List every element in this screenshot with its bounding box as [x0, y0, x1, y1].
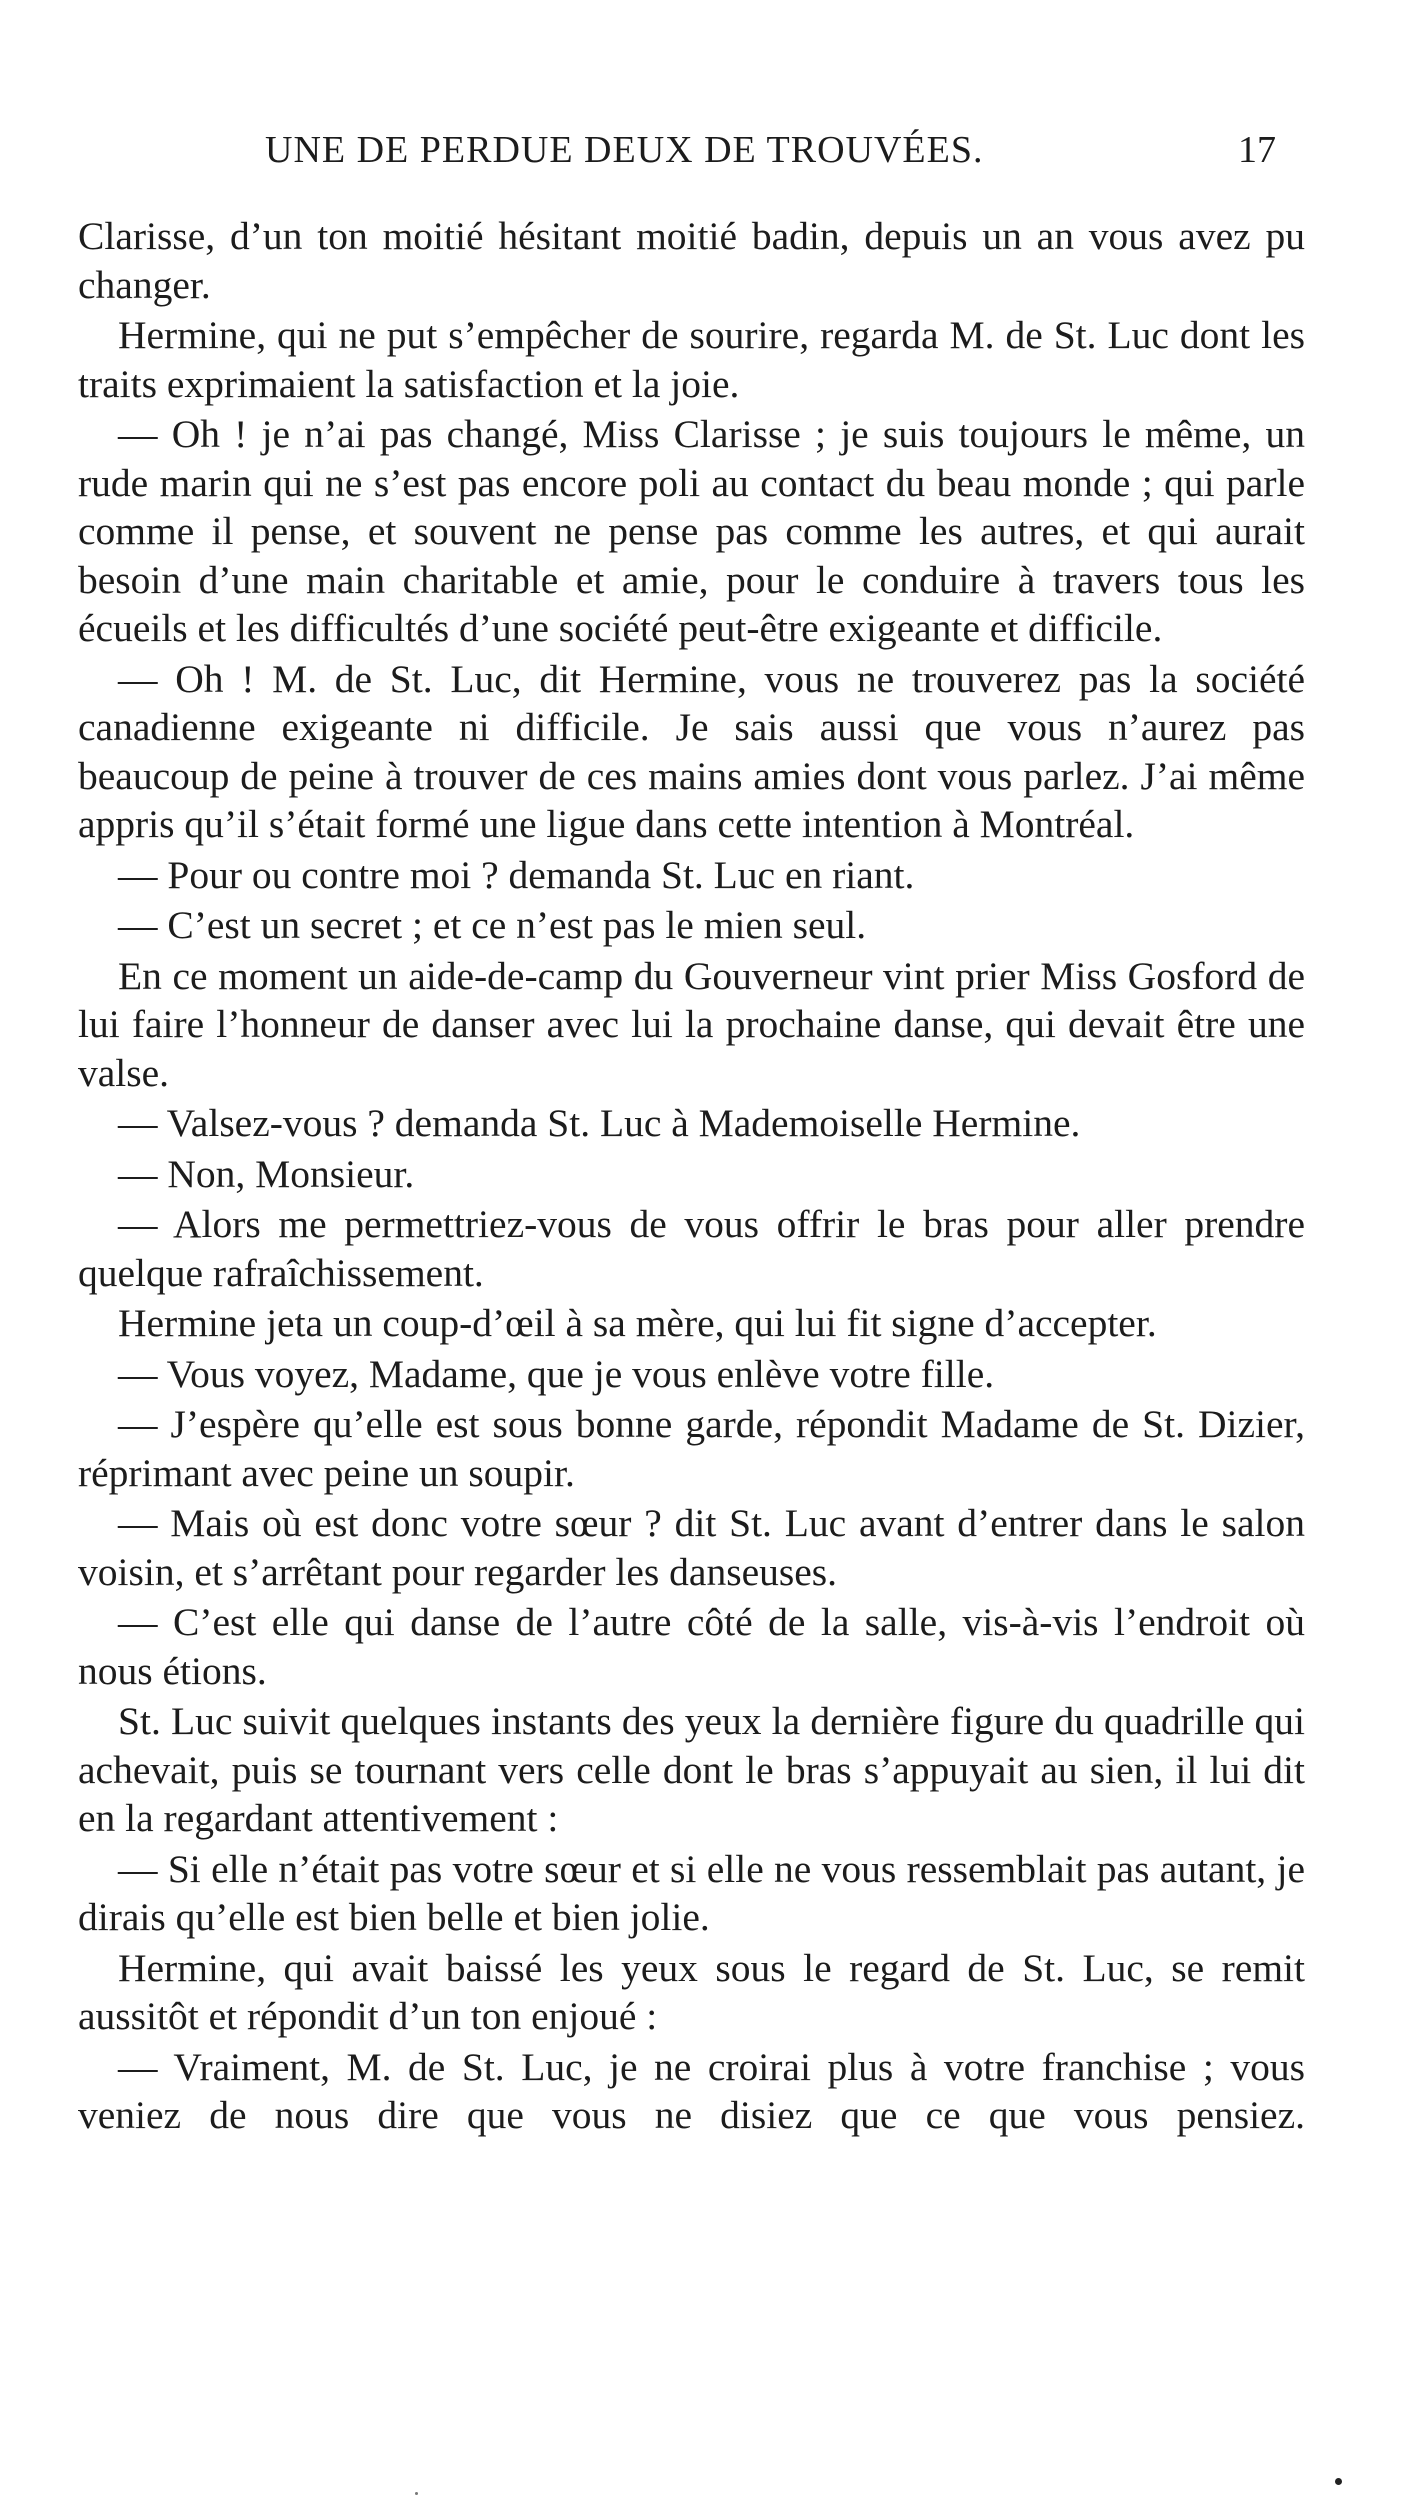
paragraph: En ce moment un aide-de-camp du Gouverneur vint prier Miss Gosford de lui faire l’honneur de danser avec lui la prochaine danse, qui devait être une valse. [78, 953, 1305, 1095]
ink-speck [415, 2492, 418, 2495]
paragraph: Hermine jeta un coup-d’œil à sa mère, qui lui fit signe d’accepter. [118, 1301, 1157, 1345]
paragraph: — Valsez-vous ? demanda St. Luc à Mademoiselle Hermine. [118, 1101, 1081, 1145]
paragraph: Hermine, qui avait baissé les yeux sous le regard de St. Luc, se remit aussitôt et répondit d’un ton enjoué : [78, 1945, 1305, 2038]
paragraph: — Vous voyez, Madame, que je vous enlève votre fille. [118, 1351, 995, 1396]
paragraph: — Non, Monsieur. [118, 1151, 415, 1196]
body-text [78, 212, 1305, 2142]
paragraph: — Alors me permettriez-vous de vous offrir le bras pour aller prendre quelque rafraîchissement. [78, 1202, 1305, 1295]
paragraph: — C’est elle qui danse de l’autre côté de la salle, vis-à-vis l’endroit où nous étions. [78, 1600, 1305, 1693]
paragraph: — Oh ! je n’ai pas changé, Miss Clarisse ; je suis toujours le même, un rude marin qui ne s’est pas encore poli au contact du beau monde ; qui parle comme il pense, et souvent ne pense pas comme les autres, et qui aurait besoin d’une main charitable et amie, pour le conduire à travers tous les écueils et les difficultés d’une société peut-être exigeante et difficile. [78, 412, 1305, 650]
ink-speck [1335, 2478, 1342, 2485]
paragraph: — Mais où est donc votre sœur ? dit St. Luc avant d’entrer dans le salon voisin, et s’arrêtant pour regarder les danseuses. [78, 1501, 1305, 1594]
paragraph: — Vraiment, M. de St. Luc, je ne croirai plus à votre franchise ; vous veniez de nous dire que vous ne disiez que ce que vous pensiez. [78, 2044, 1305, 2137]
paragraph: — Pour ou contre moi ? demanda St. Luc en riant. [118, 852, 915, 897]
running-title: UNE DE PERDUE DEUX DE TROUVÉES. [265, 129, 984, 171]
paragraph: — J’espère qu’elle est sous bonne garde, répondit Madame de St. Dizier, réprimant avec peine un soupir. [78, 1402, 1305, 1495]
paragraph: — Si elle n’était pas votre sœur et si elle ne vous ressemblait pas autant, je dirais qu’elle est bien belle et bien jolie. [78, 1846, 1305, 1939]
page-number: 17 [1238, 129, 1276, 171]
paragraph: Clarisse, d’un ton moitié hésitant moitié badin, depuis un an vous avez pu changer. [78, 214, 1305, 307]
paragraph: — C’est un secret ; et ce n’est pas le mien seul. [118, 903, 867, 947]
running-header [0, 128, 1409, 188]
paragraph: — Oh ! M. de St. Luc, dit Hermine, vous ne trouverez pas la société canadienne exigeante ni difficile. Je sais aussi que vous n’aurez pas beaucoup de peine à trouver de ces mains amies dont vous parlez. J’ai même appris qu’il s’était formé une ligue dans cette intention à Montréal. [78, 656, 1305, 846]
paragraph: St. Luc suivit quelques instants des yeux la dernière figure du quadrille qui achevait, puis se tournant vers celle dont le bras s’appuyait au sien, il lui dit en la regardant attentivement : [78, 1699, 1305, 1840]
paragraph: Hermine, qui ne put s’empêcher de sourire, regarda M. de St. Luc dont les traits exprimaient la satisfaction et la joie. [78, 313, 1305, 406]
